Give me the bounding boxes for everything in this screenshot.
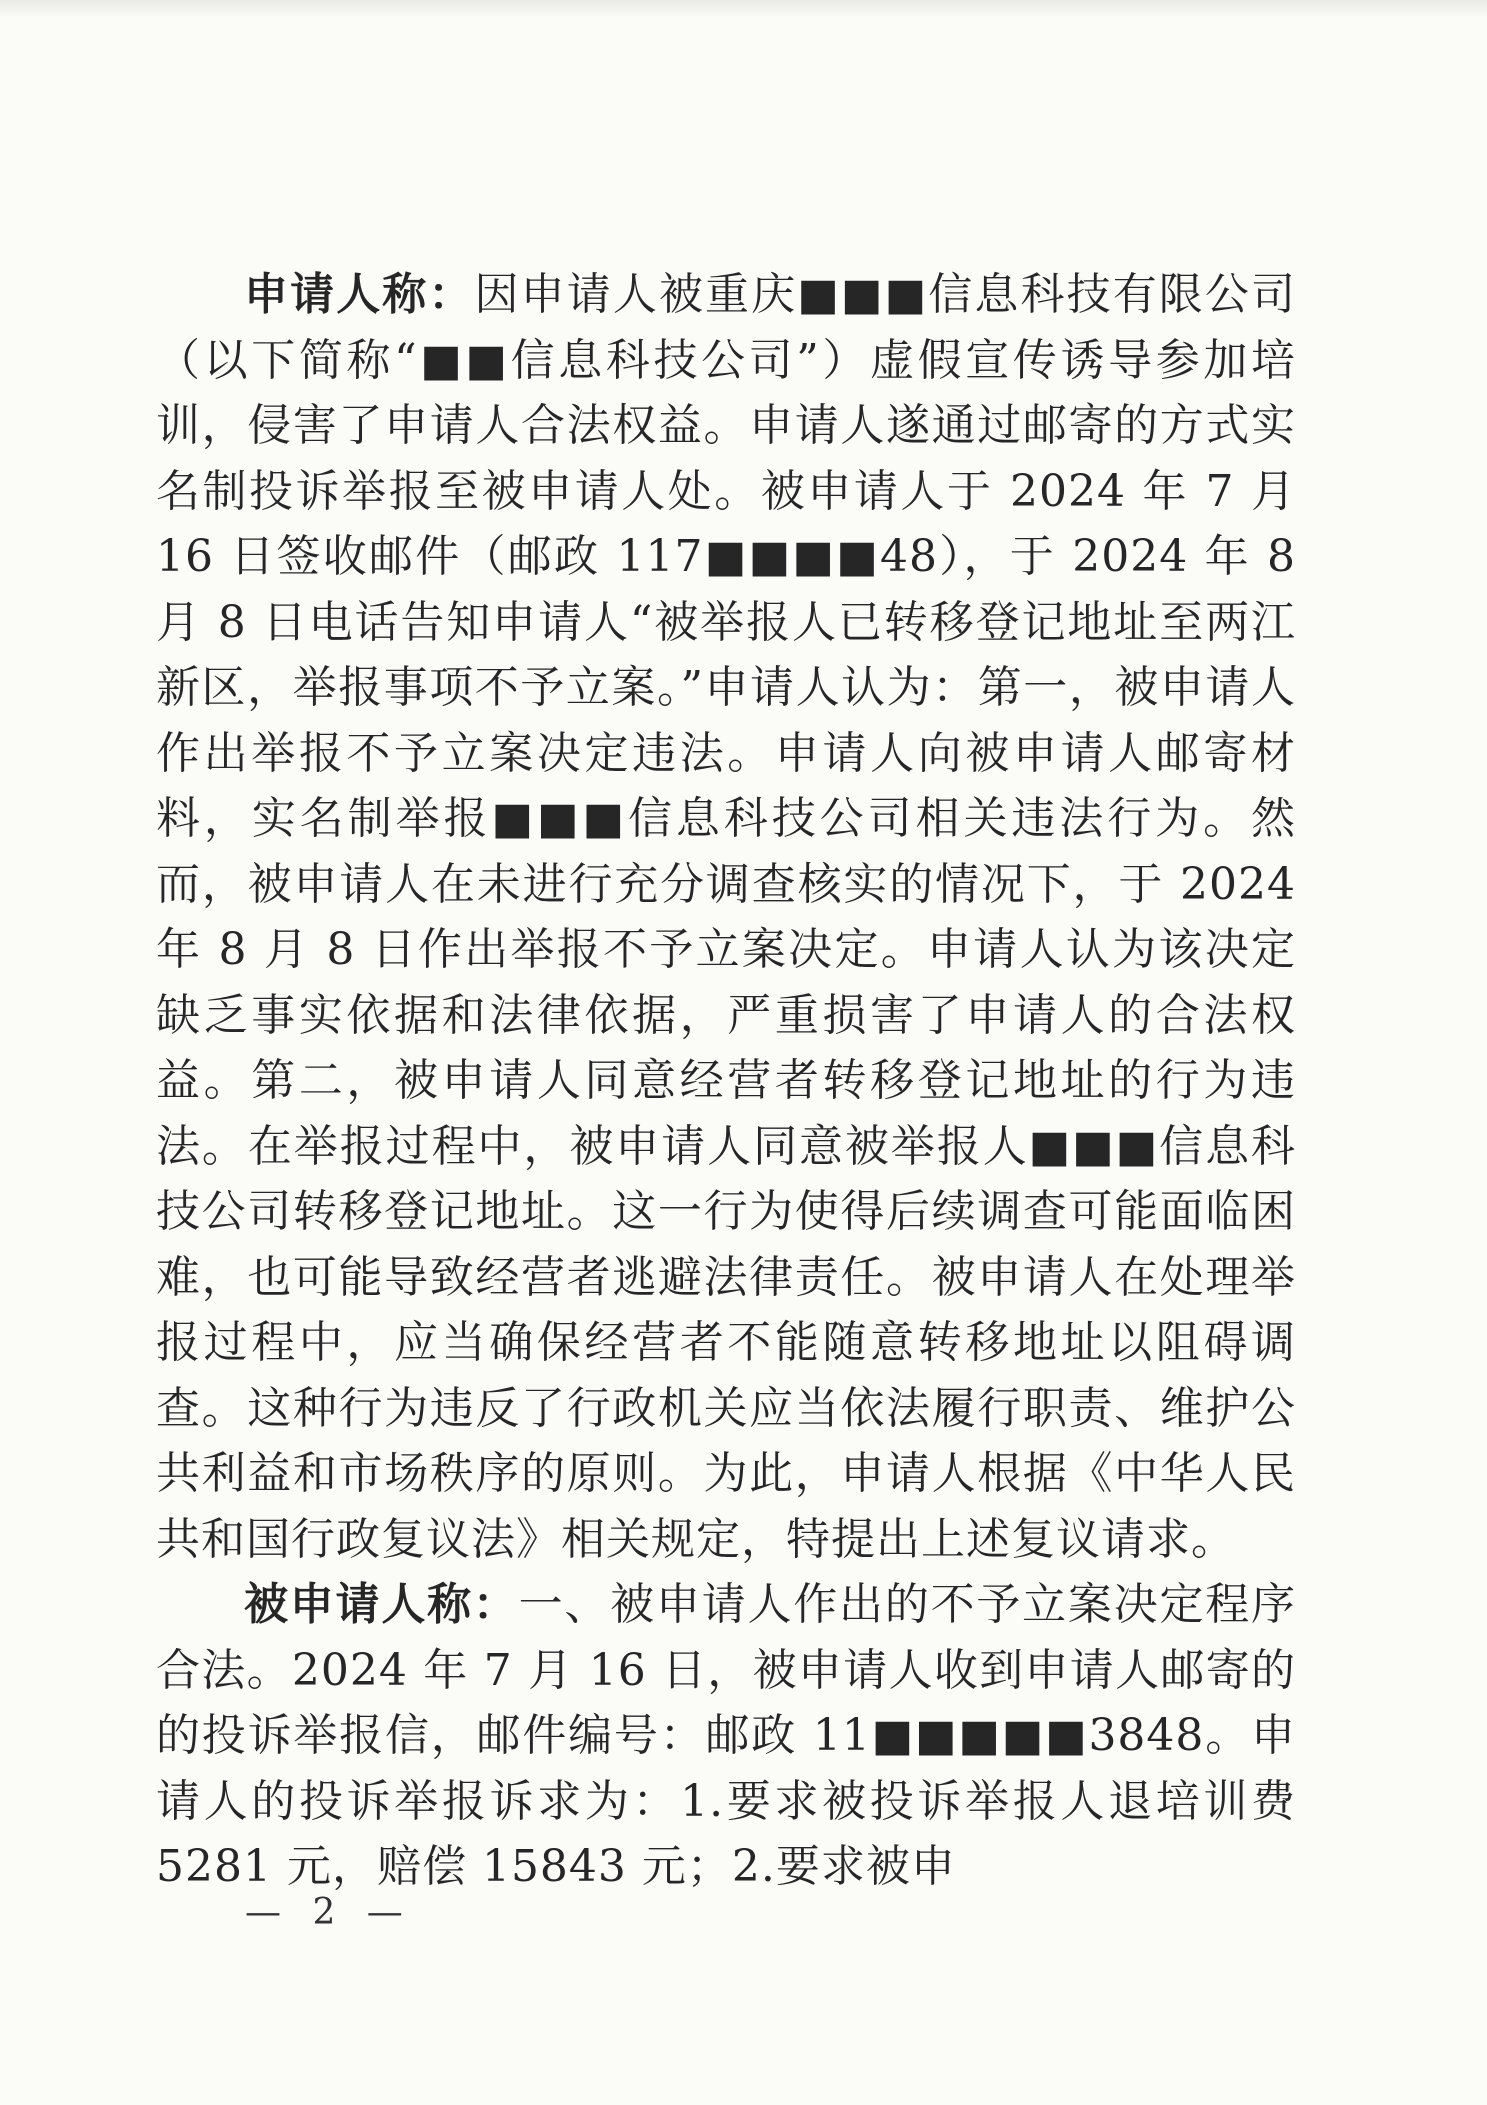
respondent-statement-text: 一、被申请人作出的不予立案决定程序合法。2024 年 7 月 16 日，被申请人收到申请人邮寄的的投诉举报信，邮件编号：邮政 11■■■■■3848。申请人的投诉举报诉求为：1.要求被投诉举报人退培训费 5281 元，赔偿 15843 元；2.要求被申 xyxy=(156,1579,1297,1892)
document-body xyxy=(156,262,1296,1900)
applicant-statement-paragraph xyxy=(156,262,1296,1572)
respondent-statement-heading: 被申请人称： xyxy=(244,1579,519,1630)
scan-edge xyxy=(0,0,1487,18)
applicant-statement-text: 因申请人被重庆■■■信息科技有限公司（以下简称“■■信息科技公司”）虚假宣传诱导参加培训，侵害了申请人合法权益。申请人遂通过邮寄的方式实名制投诉举报至被申请人处。被申请人于 2024 年 7 月 16 日签收邮件（邮政 117■■■■48），于 2024 年 8 月 8 日电话告知申请人“被举报人已转移登记地址至两江新区，举报事项不予立案。”申请人认为：第一，被申请人作出举报不予立案决定违法。申请人向被申请人邮寄材料，实名制举报■■■信息科技公司相关违法行为。然而，被申请人在未进行充分调查核实的情况下，于 2024 年 8 月 8 日作出举报不予立案决定。申请人认为该决定缺乏事实依据和法律依据，严重损害了申请人的合法权益。第二，被申请人同意经营者转移登记地址的行为违法。在举报过程中，被申请人同意被举报人■■■信息科技公司转移登记地址。这一行为使得后续调查可能面临困难，也可能导致经营者逃避法律责任。被申请人在处理举报过程中，应当确保经营者不能随意转移地址以阻碍调查。这种行为违反了行政机关应当依法履行职责、维护公共利益和市场秩序的原则。为此，申请人根据《中华人民共和国行政复议法》相关规定，特提出上述复议请求。 xyxy=(156,269,1297,1565)
page-number: — 2 — xyxy=(245,1892,413,1933)
respondent-statement-paragraph xyxy=(156,1572,1296,1900)
applicant-statement-heading: 申请人称： xyxy=(244,269,475,320)
